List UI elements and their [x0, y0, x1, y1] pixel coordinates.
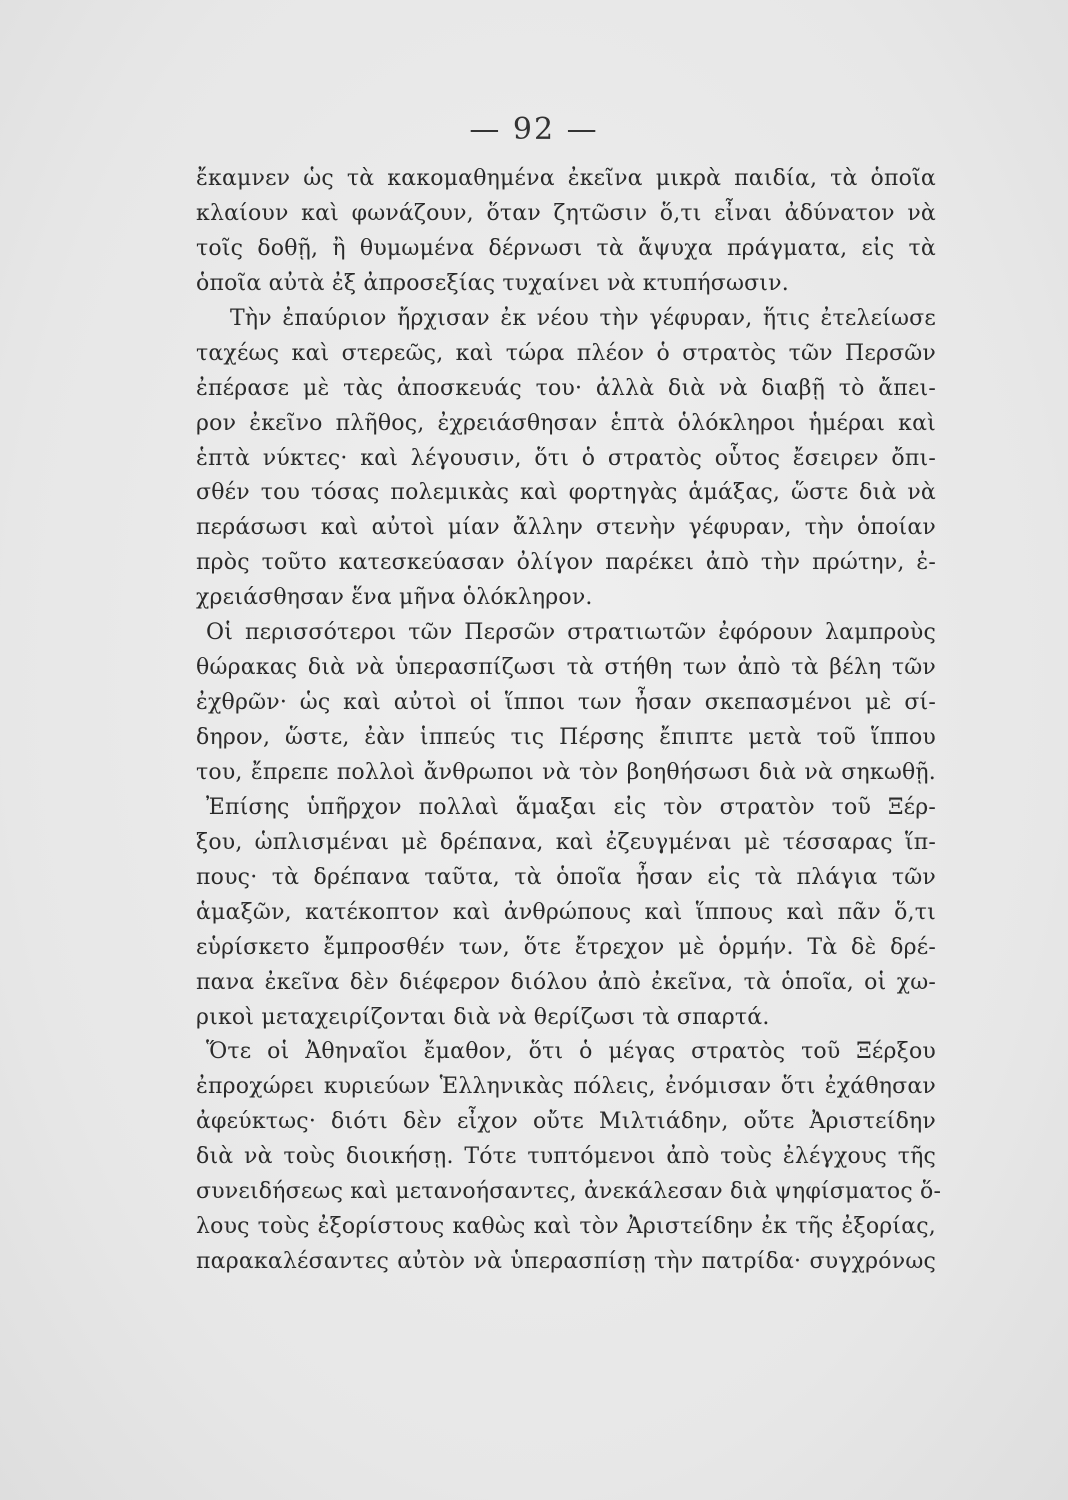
text-line: ἐπέρασε μὲ τὰς ἀποσκευάς του· ἀλλὰ διὰ νὰ διαβῇ τὸ ἄπει-	[196, 375, 936, 401]
text-line: πρὸς τοῦτο κατεσκεύασαν ὀλίγον παρέκει ἀπὸ τὴν πρώτην, ἐ-	[196, 550, 936, 576]
text-line: θώρακας διὰ νὰ ὑπερασπίζωσι τὰ στήθη των ἀπὸ τὰ βέλη τῶν	[196, 655, 936, 681]
text-line: συνειδήσεως καὶ μετανοήσαντες, ἀνεκάλεσαν διὰ ψηφίσματος ὅ-	[196, 1179, 942, 1205]
text-line: ἐπροχώρει κυριεύων Ἑλληνικὰς πόλεις, ἐνόμισαν ὅτι ἐχάθησαν	[196, 1074, 936, 1100]
text-line: ἑπτὰ νύκτες· καὶ λέγουσιν, ὅτι ὁ στρατὸς οὗτος ἔσειρεν ὄπι-	[196, 445, 936, 471]
text-line: χρειάσθησαν ἕνα μῆνα ὁλόκληρον.	[196, 585, 593, 611]
text-line: πους· τὰ δρέπανα ταῦτα, τὰ ὁποῖα ἦσαν εἰς τὰ πλάγια τῶν	[196, 864, 936, 890]
paragraph-start-line: Ἐπίσης ὑπῆρχον πολλαὶ ἅμαξαι εἰς τὸν στρατὸν τοῦ Ξέρ-	[206, 794, 936, 820]
paragraph-start-line: Οἱ περισσότεροι τῶν Περσῶν στρατιωτῶν ἐφόρουν λαμπροὺς	[206, 620, 936, 646]
text-line: ξου, ὡπλισμέναι μὲ δρέπανα, καὶ ἐζευγμέναι μὲ τέσσαρας ἵπ-	[196, 829, 936, 855]
text-line: εὑρίσκετο ἔμπροσθέν των, ὅτε ἔτρεχον μὲ ὁρμήν. Τὰ δὲ δρέ-	[196, 934, 936, 960]
text-line: ταχέως καὶ στερεῶς, καὶ τώρα πλέον ὁ στρατὸς τῶν Περσῶν	[196, 340, 936, 366]
page-number: — 92 —	[469, 112, 599, 147]
text-line: διὰ νὰ τοὺς διοικήσῃ. Τότε τυπτόμενοι ἀπὸ τοὺς ἐλέγχους τῆς	[196, 1144, 936, 1170]
text-line: περάσωσι καὶ αὐτοὶ μίαν ἄλλην στενὴν γέφυραν, τὴν ὁποίαν	[196, 515, 936, 541]
text-line: ἔκαμνεν ὡς τὰ κακομαθημένα ἐκεῖνα μικρὰ παιδία, τὰ ὁποῖα	[196, 166, 936, 191]
paragraph-start-line: Ὅτε οἱ Ἀθηναῖοι ἔμαθον, ὅτι ὁ μέγας στρατὸς τοῦ Ξέρξου	[206, 1039, 936, 1065]
text-line: σθέν του τόσας πολεμικὰς καὶ φορτηγὰς ἁμάξας, ὥστε διὰ νὰ	[196, 480, 936, 506]
text-line: ἐχθρῶν· ὡς καὶ αὐτοὶ οἱ ἵπποι των ἦσαν σκεπασμένοι μὲ σί-	[196, 690, 936, 716]
body-text	[196, 162, 942, 1280]
text-line: ἁμαξῶν, κατέκοπτον καὶ ἀνθρώπους καὶ ἵππους καὶ πᾶν ὅ,τι	[196, 899, 936, 925]
text-line: ἀφεύκτως· διότι δὲν εἶχον οὔτε Μιλτιάδην, οὔτε Ἀριστείδην	[196, 1109, 936, 1135]
text-line: του, ἔπρεπε πολλοὶ ἄνθρωποι νὰ τὸν βοηθήσωσι διὰ νὰ σηκωθῇ.	[196, 759, 936, 785]
text-line: κλαίουν καὶ φωνάζουν, ὅταν ζητῶσιν ὅ,τι εἶναι ἀδύνατον νὰ	[196, 200, 936, 226]
text-line: τοῖς δοθῇ, ἢ θυμωμένα δέρνωσι τὰ ἄψυχα πράγματα, εἰς τὰ	[196, 235, 936, 261]
text-line: δηρον, ὥστε, ἐὰν ἱππεύς τις Πέρσης ἔπιπτε μετὰ τοῦ ἵππου	[196, 725, 936, 750]
text-line: ὁποῖα αὐτὰ ἐξ ἀπροσεξίας τυχαίνει νὰ κτυπήσωσιν.	[196, 270, 789, 296]
paragraph-start-line: Τὴν ἐπαύριον ἤρχισαν ἐκ νέου τὴν γέφυραν, ἥτις ἐτελείωσε	[230, 305, 936, 331]
text-line: ρον ἐκεῖνο πλῆθος, ἐχρειάσθησαν ἑπτὰ ὁλόκληροι ἡμέραι καὶ	[196, 410, 936, 436]
text-line: ρικοὶ μεταχειρίζονται διὰ νὰ θερίζωσι τὰ σπαρτά.	[196, 1004, 770, 1030]
text-line: λους τοὺς ἐξορίστους καθὼς καὶ τὸν Ἀριστείδην ἐκ τῆς ἐξορίας,	[196, 1214, 936, 1240]
text-line: πανα ἐκεῖνα δὲν διέφερον διόλου ἀπὸ ἐκεῖνα, τὰ ὁποῖα, οἱ χω-	[196, 969, 936, 995]
text-line: παρακαλέσαντες αὐτὸν νὰ ὑπερασπίσῃ τὴν πατρίδα· συγχρόνως	[196, 1249, 936, 1275]
